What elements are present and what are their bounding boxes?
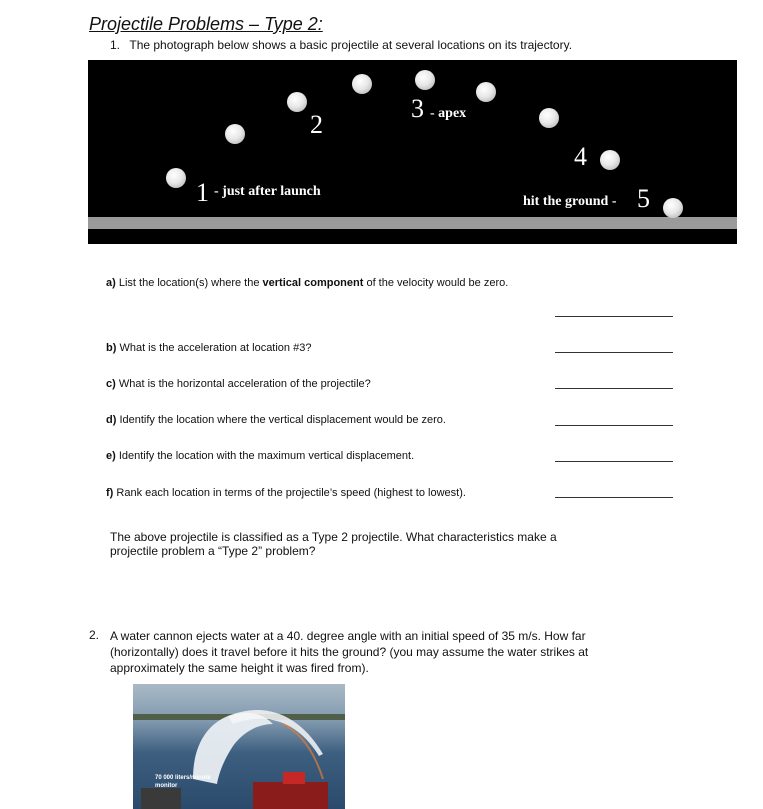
question-2	[110, 628, 588, 676]
question-e	[106, 450, 414, 462]
projectile-ball	[539, 108, 559, 128]
question-2-line-3: approximately the same height it was fired from).	[110, 661, 369, 675]
projectile-ball	[225, 124, 245, 144]
question-a-text-post: of the velocity would be zero.	[363, 277, 509, 289]
label-3-number: 3	[411, 94, 424, 123]
type-2-paragraph	[110, 530, 557, 558]
question-d-letter: d)	[106, 414, 117, 426]
question-e-text: Identify the location with the maximum vertical displacement.	[118, 450, 415, 462]
question-f-letter: f)	[106, 487, 114, 499]
question-1-number: 1.	[110, 38, 121, 52]
answer-line-e[interactable]	[555, 461, 673, 462]
question-e-letter: e)	[106, 450, 116, 462]
projectile-ball-1	[166, 168, 186, 188]
question-d	[106, 414, 446, 426]
question-a-letter: a)	[106, 277, 116, 289]
label-2-number: 2	[310, 110, 323, 139]
ground-strip	[88, 217, 737, 229]
water-image-caption	[155, 774, 211, 790]
boat-hull	[253, 782, 328, 809]
label-4-number: 4	[574, 142, 587, 171]
projectile-ball-2	[287, 92, 307, 112]
label-5-text: hit the ground -	[523, 194, 617, 209]
question-a-text-bold: vertical component	[262, 277, 364, 289]
question-1	[110, 38, 572, 52]
answer-line-b[interactable]	[555, 352, 673, 353]
question-d-text: Identify the location where the vertical displacement would be zero.	[119, 414, 446, 426]
answer-line-a[interactable]	[555, 316, 673, 317]
projectile-ball	[352, 74, 372, 94]
question-a-text-pre: List the location(s) where the	[118, 277, 263, 289]
question-1-text: The photograph below shows a basic projectile at several locations on its trajectory.	[129, 38, 573, 52]
question-2-number: 2.	[89, 628, 100, 642]
label-5-number: 5	[637, 184, 650, 213]
question-b-text: What is the acceleration at location #3?	[119, 342, 312, 354]
label-1-number: 1	[196, 178, 209, 207]
question-b-letter: b)	[106, 342, 117, 354]
projectile-ball	[476, 82, 496, 102]
answer-line-c[interactable]	[555, 388, 673, 389]
question-f-text: Rank each location in terms of the projectile’s speed (highest to lowest).	[116, 487, 466, 499]
page-title: Projectile Problems – Type 2:	[89, 14, 323, 34]
water-image-caption-line-2: monitor	[155, 783, 178, 789]
type-2-line-2: projectile problem a “Type 2” problem?	[110, 544, 316, 558]
projectile-ball-5	[663, 198, 683, 218]
boat-cabin	[283, 772, 305, 784]
water-image-caption-line-1: 70 000 liters/minute	[155, 775, 211, 781]
question-f	[106, 487, 466, 499]
question-b	[106, 342, 311, 354]
question-2-line-2: (horizontally) does it travel before it hits the ground? (you may assume the water strikes at	[110, 645, 589, 659]
projectile-ball-3	[415, 70, 435, 90]
question-c-letter: c)	[106, 378, 116, 390]
question-a	[106, 277, 508, 289]
type-2-line-1: The above projectile is classified as a Type 2 projectile. What characteristics make a	[110, 530, 557, 544]
boat-deck	[141, 788, 181, 809]
answer-line-f[interactable]	[555, 497, 673, 498]
question-2-line-1: A water cannon ejects water at a 40. degree angle with an initial speed of 35 m/s. How far	[110, 629, 586, 643]
question-c-text: What is the horizontal acceleration of the projectile?	[118, 378, 371, 390]
water-cannon-illustration	[133, 684, 345, 809]
water-cannon-photo	[133, 684, 345, 809]
answer-line-d[interactable]	[555, 425, 673, 426]
projectile-ball-4	[600, 150, 620, 170]
projectile-photo	[88, 60, 737, 244]
label-1-text: - just after launch	[214, 184, 321, 199]
label-3-text: - apex	[430, 106, 467, 121]
question-c	[106, 378, 371, 390]
